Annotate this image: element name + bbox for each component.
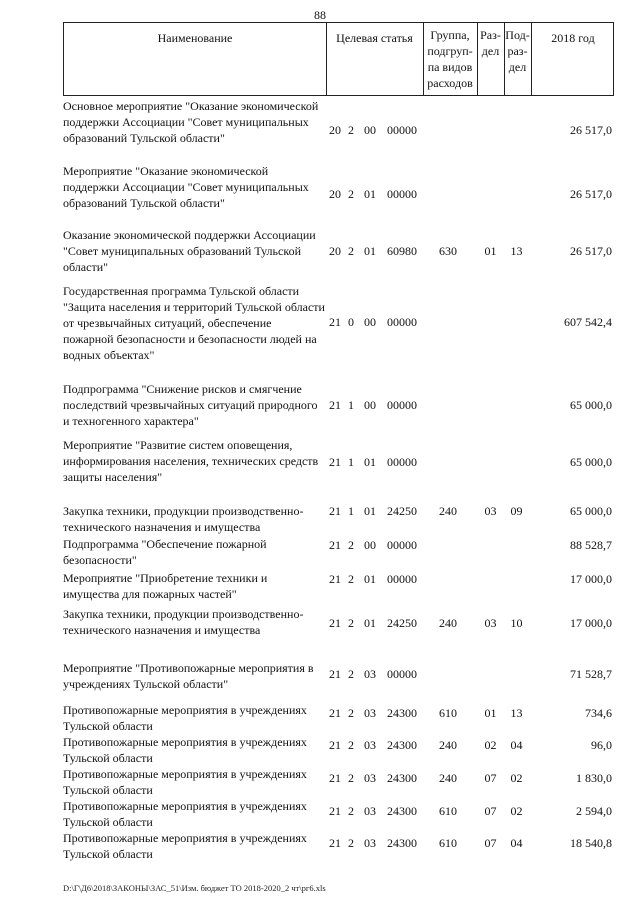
target-part-1: 21 — [329, 538, 341, 552]
target-part-1: 21 — [329, 804, 341, 818]
target-part-1: 21 — [329, 398, 341, 412]
expense-group: 610 — [439, 804, 457, 818]
target-part-2: 1 — [348, 398, 354, 412]
target-part-2: 2 — [348, 771, 354, 785]
header-subsection: Под- раз- дел — [505, 28, 530, 74]
section: 07 — [484, 804, 497, 818]
header-section: Раз- дел — [480, 28, 501, 58]
section: 07 — [484, 836, 497, 850]
target-part-3: 00 — [364, 315, 376, 329]
section: 07 — [484, 771, 497, 785]
target-part-3: 01 — [364, 616, 376, 630]
amount-2018: 65 000,0 — [570, 504, 612, 518]
section: 03 — [484, 504, 497, 518]
target-part-4: 00000 — [387, 123, 417, 137]
target-part-4: 24300 — [387, 738, 417, 752]
amount-2018: 2 594,0 — [576, 804, 612, 818]
subsection: 09 — [510, 504, 523, 518]
subsection: 13 — [510, 244, 523, 258]
subsection: 04 — [510, 738, 523, 752]
target-part-4: 24300 — [387, 706, 417, 720]
amount-2018: 17 000,0 — [570, 572, 612, 586]
row-name: Противопожарные мероприятия в учреждениях Тульской области — [63, 799, 307, 829]
target-part-3: 01 — [364, 187, 376, 201]
target-part-3: 03 — [364, 706, 376, 720]
amount-2018: 26 517,0 — [570, 123, 612, 137]
target-part-4: 00000 — [387, 538, 417, 552]
expense-group: 610 — [439, 836, 457, 850]
section: 03 — [484, 616, 497, 630]
target-part-3: 03 — [364, 667, 376, 681]
target-part-2: 2 — [348, 616, 354, 630]
target-part-1: 21 — [329, 616, 341, 630]
row-name: Мероприятие "Приобретение техники и имущества для пожарных частей" — [63, 571, 268, 601]
subsection: 10 — [510, 616, 523, 630]
expense-group: 630 — [439, 244, 457, 258]
row-name: Противопожарные мероприятия в учреждениях Тульской области — [63, 703, 307, 733]
row-name: Мероприятие "Противопожарные мероприятия в учреждениях Тульской области" — [63, 661, 314, 691]
row-name: Подпрограмма "Обеспечение пожарной безопасности" — [63, 537, 267, 567]
target-part-1: 20 — [329, 123, 341, 137]
row-name: Противопожарные мероприятия в учреждениях Тульской области — [63, 767, 307, 797]
target-part-2: 2 — [348, 836, 354, 850]
target-part-1: 21 — [329, 738, 341, 752]
target-part-1: 21 — [329, 572, 341, 586]
subsection: 04 — [510, 836, 523, 850]
amount-2018: 88 528,7 — [570, 538, 612, 552]
header-target-article: Целевая статья — [336, 31, 413, 45]
section: 01 — [484, 244, 497, 258]
row-name: Закупка техники, продукции производственно-технического назначения и имущества — [63, 504, 304, 534]
target-part-1: 21 — [329, 771, 341, 785]
target-part-3: 03 — [364, 836, 376, 850]
target-part-4: 00000 — [387, 667, 417, 681]
page-number: 88 — [314, 8, 326, 22]
target-part-1: 21 — [329, 315, 341, 329]
row-name: Закупка техники, продукции производственно-технического назначения и имущества — [63, 607, 304, 637]
target-part-3: 03 — [364, 738, 376, 752]
amount-2018: 71 528,7 — [570, 667, 612, 681]
target-part-2: 2 — [348, 123, 354, 137]
target-part-1: 20 — [329, 244, 341, 258]
target-part-2: 2 — [348, 667, 354, 681]
row-name: Основное мероприятие "Оказание экономической поддержки Ассоциации "Совет муниципальных образований Тульской области" — [63, 99, 319, 145]
target-part-3: 03 — [364, 771, 376, 785]
expense-group: 610 — [439, 706, 457, 720]
target-part-4: 00000 — [387, 455, 417, 469]
row-name: Подпрограмма "Снижение рисков и смягчение последствий чрезвычайных ситуаций природного и техногенного характера" — [63, 382, 318, 428]
row-name: Государственная программа Тульской области "Защита населения и территорий Тульской области от чрезвычайных ситуаций, обеспечение пожарной безопасности и безопасности людей на водных объектах" — [63, 284, 325, 362]
table-header — [63, 22, 614, 96]
expense-group: 240 — [439, 616, 457, 630]
subsection: 02 — [510, 804, 523, 818]
target-part-4: 00000 — [387, 187, 417, 201]
row-name: Противопожарные мероприятия в учреждениях Тульской области — [63, 735, 307, 765]
amount-2018: 26 517,0 — [570, 187, 612, 201]
target-part-4: 24250 — [387, 504, 417, 518]
target-part-2: 2 — [348, 572, 354, 586]
target-part-4: 24300 — [387, 836, 417, 850]
target-part-3: 00 — [364, 123, 376, 137]
target-part-2: 2 — [348, 538, 354, 552]
file-path-footer: D:\Г\Д6\2018\ЗАКОНЫ\ЗАС_51\Изм. бюджет ТО 2018-2020_2 чт\рг6.xls — [63, 883, 326, 893]
target-part-3: 01 — [364, 504, 376, 518]
target-part-3: 00 — [364, 538, 376, 552]
amount-2018: 18 540,8 — [570, 836, 612, 850]
target-part-3: 00 — [364, 398, 376, 412]
expense-group: 240 — [439, 771, 457, 785]
amount-2018: 65 000,0 — [570, 455, 612, 469]
target-part-4: 24300 — [387, 804, 417, 818]
target-part-3: 03 — [364, 804, 376, 818]
target-part-1: 21 — [329, 504, 341, 518]
target-part-1: 21 — [329, 455, 341, 469]
target-part-2: 0 — [348, 315, 354, 329]
amount-2018: 1 830,0 — [576, 771, 612, 785]
header-name: Наименование — [157, 31, 233, 45]
target-part-2: 2 — [348, 706, 354, 720]
amount-2018: 17 000,0 — [570, 616, 612, 630]
target-part-4: 24300 — [387, 771, 417, 785]
target-part-4: 24250 — [387, 616, 417, 630]
target-part-1: 20 — [329, 187, 341, 201]
target-part-3: 01 — [364, 455, 376, 469]
row-name: Мероприятие "Развитие систем оповещения, информирования населения, технических средств защиты населения" — [63, 438, 319, 484]
target-part-1: 21 — [329, 667, 341, 681]
target-part-2: 2 — [348, 738, 354, 752]
target-part-2: 1 — [348, 455, 354, 469]
subsection: 13 — [510, 706, 523, 720]
target-part-1: 21 — [329, 706, 341, 720]
target-part-1: 21 — [329, 836, 341, 850]
target-part-4: 00000 — [387, 572, 417, 586]
header-year: 2018 год — [551, 31, 595, 45]
subsection: 02 — [510, 771, 523, 785]
row-name: Противопожарные мероприятия в учреждениях Тульской области — [63, 831, 307, 861]
amount-2018: 96,0 — [591, 738, 612, 752]
section: 01 — [484, 706, 497, 720]
target-part-2: 2 — [348, 187, 354, 201]
amount-2018: 26 517,0 — [570, 244, 612, 258]
amount-2018: 65 000,0 — [570, 398, 612, 412]
target-part-3: 01 — [364, 244, 376, 258]
target-part-4: 00000 — [387, 398, 417, 412]
target-part-2: 2 — [348, 804, 354, 818]
target-part-2: 1 — [348, 504, 354, 518]
expense-group: 240 — [439, 504, 457, 518]
amount-2018: 607 542,4 — [564, 315, 612, 329]
row-name: Мероприятие "Оказание экономической поддержки Ассоциации "Совет муниципальных образований Тульской области" — [63, 164, 309, 210]
target-part-4: 00000 — [387, 315, 417, 329]
target-part-3: 01 — [364, 572, 376, 586]
target-part-4: 60980 — [387, 244, 417, 258]
expense-group: 240 — [439, 738, 457, 752]
row-name: Оказание экономической поддержки Ассоциации "Совет муниципальных образований Тульской области" — [63, 228, 316, 274]
target-part-2: 2 — [348, 244, 354, 258]
amount-2018: 734,6 — [585, 706, 612, 720]
header-expense-group: Группа, подгруп- па видов расходов — [427, 28, 473, 90]
section: 02 — [484, 738, 497, 752]
